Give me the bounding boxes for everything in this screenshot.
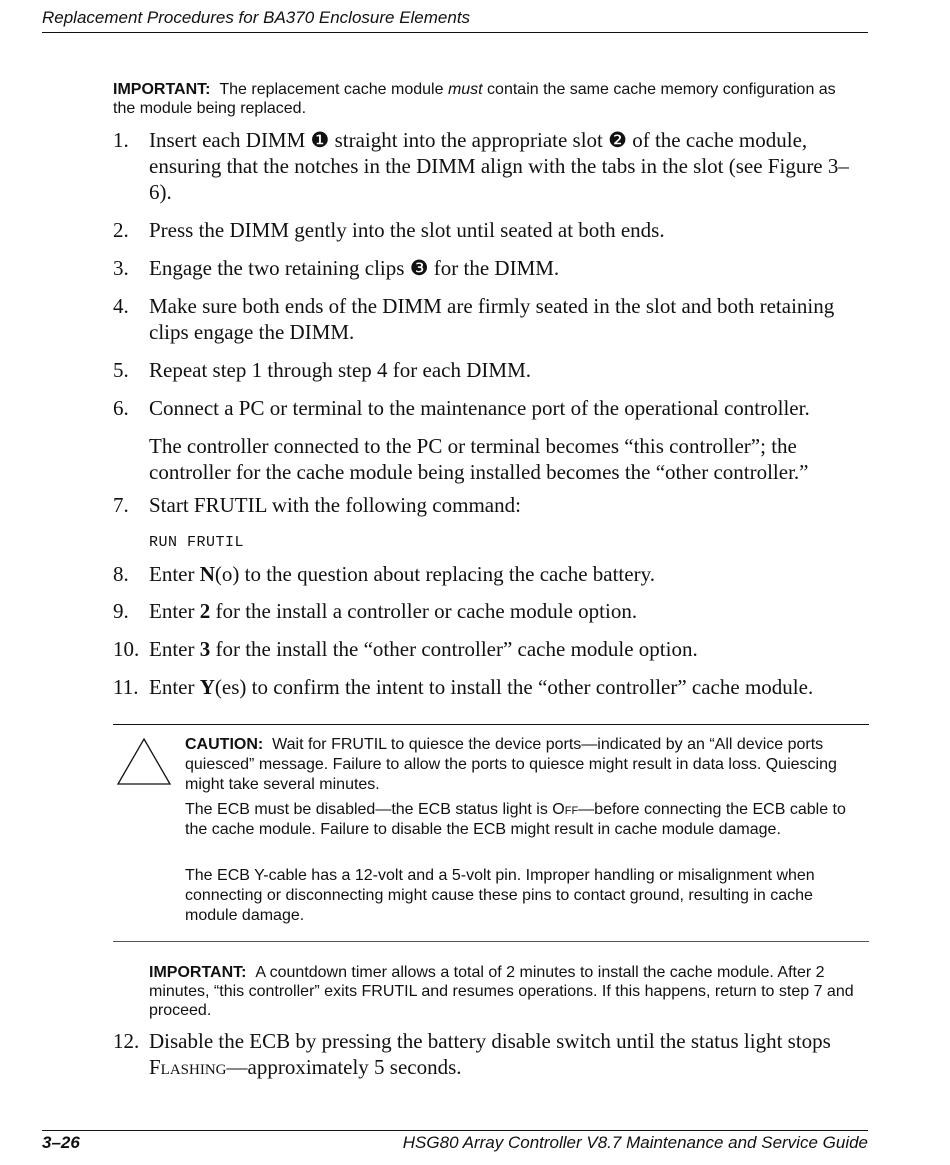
page-number: 3–26 (42, 1133, 80, 1152)
important-emphasis: must (447, 81, 483, 98)
running-title: Replacement Procedures for BA370 Enclosure Elements (42, 8, 471, 27)
step-text: Make sure both ends of the DIMM are firmly seated in the slot and both retaining clips engage the DIMM. (149, 294, 835, 344)
step-number: 5. (113, 358, 129, 382)
caution-box (113, 724, 869, 942)
caution-text: The ECB must be disabled—the ECB status light is (185, 801, 553, 818)
step-text (149, 598, 869, 624)
step-text-part: Enter (149, 637, 200, 661)
step-key: Y (199, 675, 215, 699)
caution-paragraph-2 (185, 800, 869, 840)
caution-triangle-icon (116, 737, 172, 787)
step-text-part: of the cache module, ensuring that the notches in the DIMM align with the tabs in the slot (see Figure 3–6). (149, 128, 849, 204)
step-number: 11. (113, 675, 139, 699)
step-text: Press the DIMM gently into the slot until seated at both ends. (149, 218, 665, 242)
step-text-part: for the install a controller or cache module option. (210, 599, 638, 623)
step-text (149, 255, 869, 281)
step-text-part: Disable the ECB by pressing the battery disable switch until the status light stops (149, 1029, 831, 1053)
step-text-part: for the install the “other controller” cache module option. (210, 637, 698, 661)
step-text-part: —approximately 5 seconds. (226, 1055, 462, 1079)
guide-title: HSG80 Array Controller V8.7 Maintenance and Service Guide (402, 1133, 868, 1152)
step-text: Start FRUTIL with the following command: (149, 493, 521, 517)
step-text-part: (es) to confirm the intent to install the “other controller” cache module. (214, 675, 814, 699)
step-text-part: (o) to the question about replacing the cache battery. (214, 562, 655, 586)
step-number: 4. (113, 294, 129, 318)
page-footer (42, 1130, 868, 1161)
step-text (149, 561, 869, 587)
step-number: 3. (113, 256, 129, 280)
step-text-part: Enter (149, 562, 200, 586)
caution-text: Wait for FRUTIL to quiesce the device ports—indicated by an “All device ports quiesced” message. Failure to allow the ports to quiesce might result in data loss. Quiescing might take several minutes. (185, 736, 837, 793)
caution-label: CAUTION: (185, 736, 264, 753)
important-note (113, 80, 853, 118)
caution-paragraph-1 (185, 735, 869, 795)
step-text-part: Enter (149, 599, 200, 623)
step-text-part: for the DIMM. (428, 256, 560, 280)
command-text: RUN FRUTIL (149, 534, 245, 551)
step-number: 9. (113, 599, 129, 623)
step-text-part: Engage the two retaining clips (149, 256, 410, 280)
step-number: 7. (113, 493, 129, 517)
caution-smallcaps: Off (552, 801, 579, 818)
caution-paragraph-3: The ECB Y-cable has a 12-volt and a 5-volt pin. Improper handling or misalignment when connecting or disconnecting might cause these pins to contact ground, resulting in cache module damage. (185, 867, 815, 924)
important-note-2 (149, 963, 859, 1020)
step-text-part: Enter (149, 675, 200, 699)
step-smallcaps: Flashing (149, 1055, 227, 1079)
step-number: 10. (113, 637, 140, 661)
step-text: Repeat step 1 through step 4 for each DIMM. (149, 358, 531, 382)
important-text: A countdown timer allows a total of 2 minutes to install the cache module. After 2 minutes, “this controller” exits FRUTIL and resumes operations. If this happens, return to step 7 and proceed. (149, 964, 854, 1019)
step-text (149, 127, 869, 205)
step-text (149, 674, 869, 700)
important-text-end: contain the same cache memory configuration as the module being replaced. (113, 81, 836, 117)
step-key: N (199, 562, 215, 586)
step-number: 8. (113, 562, 129, 586)
step-text-part: Insert each DIMM (149, 128, 311, 152)
step-number: 1. (113, 128, 129, 152)
step-text (149, 1028, 869, 1080)
callout-3-icon: ❸ (409, 256, 429, 280)
step-key: 3 (199, 637, 211, 661)
step-text (149, 636, 869, 662)
step-number: 2. (113, 218, 129, 242)
callout-2-icon: ❷ (608, 128, 627, 152)
important-text: The replacement cache module (219, 81, 448, 98)
step-key: 2 (199, 599, 211, 623)
step-number: 6. (113, 396, 129, 420)
callout-1-icon: ❶ (310, 128, 330, 152)
step-text-part: straight into the appropriate slot (329, 128, 609, 152)
step-number: 12. (113, 1029, 140, 1053)
step-6-note: The controller connected to the PC or terminal becomes “this controller”; the controller for the cache module being installed becomes the “other controller.” (149, 434, 809, 484)
caution-text: —before connecting the ECB cable to the cache module. Failure to disable the ECB might result in cache module damage. (185, 801, 846, 838)
important-label: IMPORTANT: (149, 964, 247, 981)
step-text: Connect a PC or terminal to the maintenance port of the operational controller. (149, 396, 810, 420)
important-label: IMPORTANT: (113, 81, 211, 98)
page-header (42, 6, 868, 33)
